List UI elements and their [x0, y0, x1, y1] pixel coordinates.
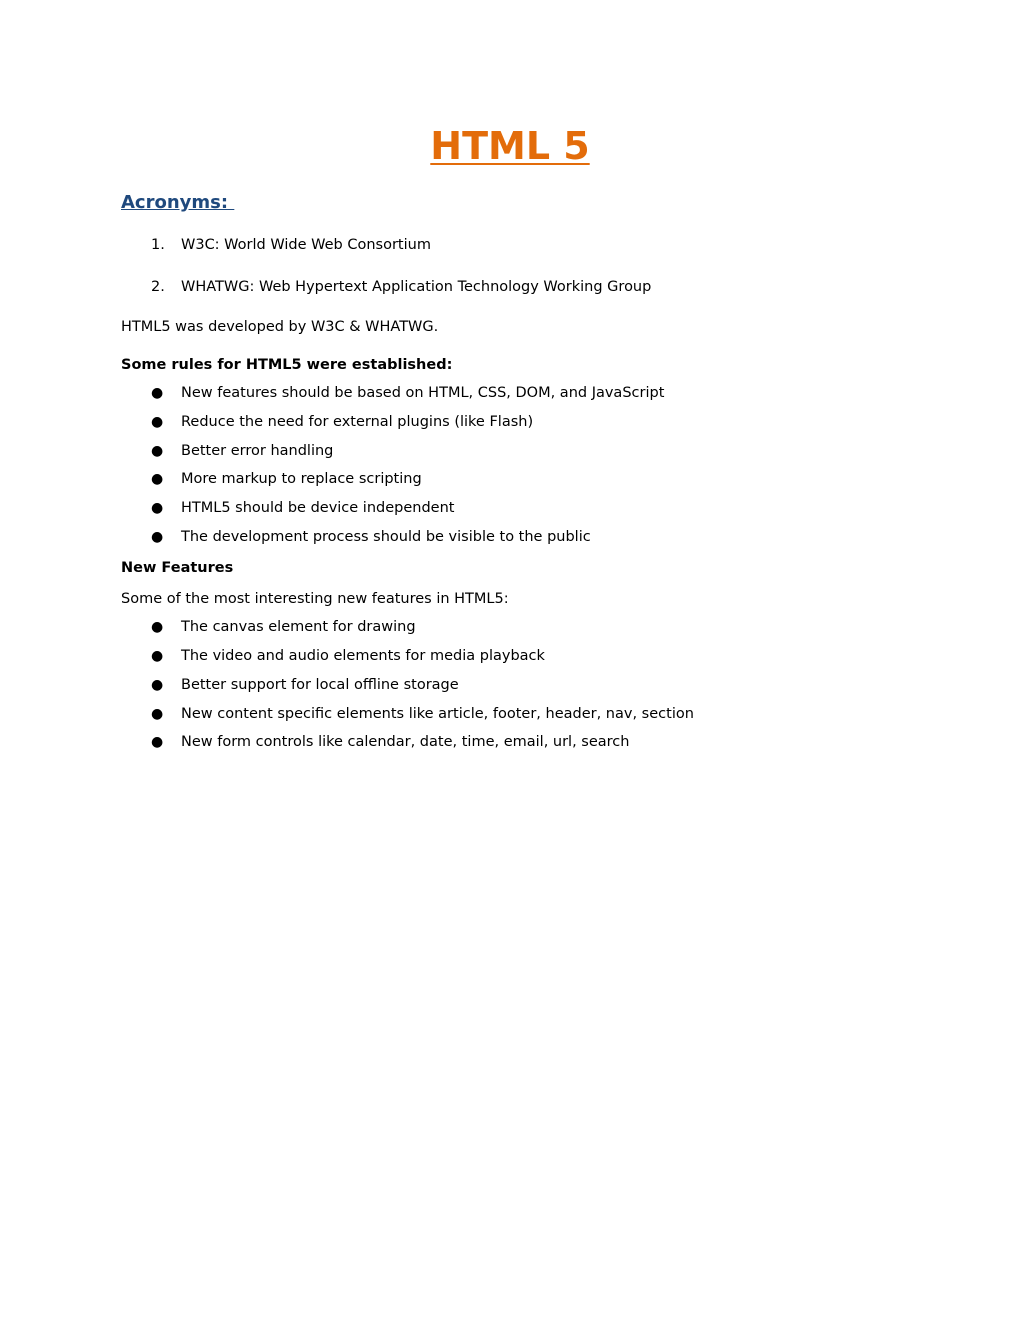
rule-text: More markup to replace scripting [181, 471, 422, 487]
acronyms-heading: Acronyms: [121, 192, 235, 213]
bullet-icon: ● [151, 443, 164, 459]
rule-text: The development process should be visible to the public [181, 529, 591, 545]
rules-heading: Some rules for HTML5 were established: [121, 357, 453, 373]
feature-text: The video and audio elements for media playback [181, 648, 545, 664]
new-features-intro: Some of the most interesting new features in HTML5: [121, 591, 509, 607]
bullet-icon: ● [151, 500, 164, 516]
rule-text: New features should be based on HTML, CSS, DOM, and JavaScript [181, 385, 665, 401]
feature-text: New form controls like calendar, date, time, email, url, search [181, 734, 630, 750]
bullet-icon: ● [151, 529, 164, 545]
acronym-text: WHATWG: Web Hypertext Application Technology Working Group [181, 279, 652, 295]
bullet-icon: ● [151, 414, 164, 430]
list-number: 2. [151, 279, 165, 295]
acronym-text: W3C: World Wide Web Consortium [181, 237, 431, 253]
feature-text: Better support for local offline storage [181, 677, 459, 693]
bullet-icon: ● [151, 677, 164, 693]
rule-text: HTML5 should be device independent [181, 500, 455, 516]
bullet-icon: ● [151, 471, 164, 487]
feature-text: The canvas element for drawing [181, 619, 416, 635]
page-title: HTML 5 [430, 124, 590, 168]
bullet-icon: ● [151, 385, 164, 401]
rule-text: Reduce the need for external plugins (like Flash) [181, 414, 534, 430]
rule-text: Better error handling [181, 443, 334, 459]
bullet-icon: ● [151, 619, 164, 635]
new-features-heading: New Features [121, 560, 234, 576]
list-number: 1. [151, 237, 165, 253]
developed-by-paragraph: HTML5 was developed by W3C & WHATWG. [121, 319, 439, 335]
bullet-icon: ● [151, 648, 164, 664]
feature-text: New content specific elements like article, footer, header, nav, section [181, 706, 694, 722]
bullet-icon: ● [151, 706, 164, 722]
bullet-icon: ● [151, 734, 164, 750]
